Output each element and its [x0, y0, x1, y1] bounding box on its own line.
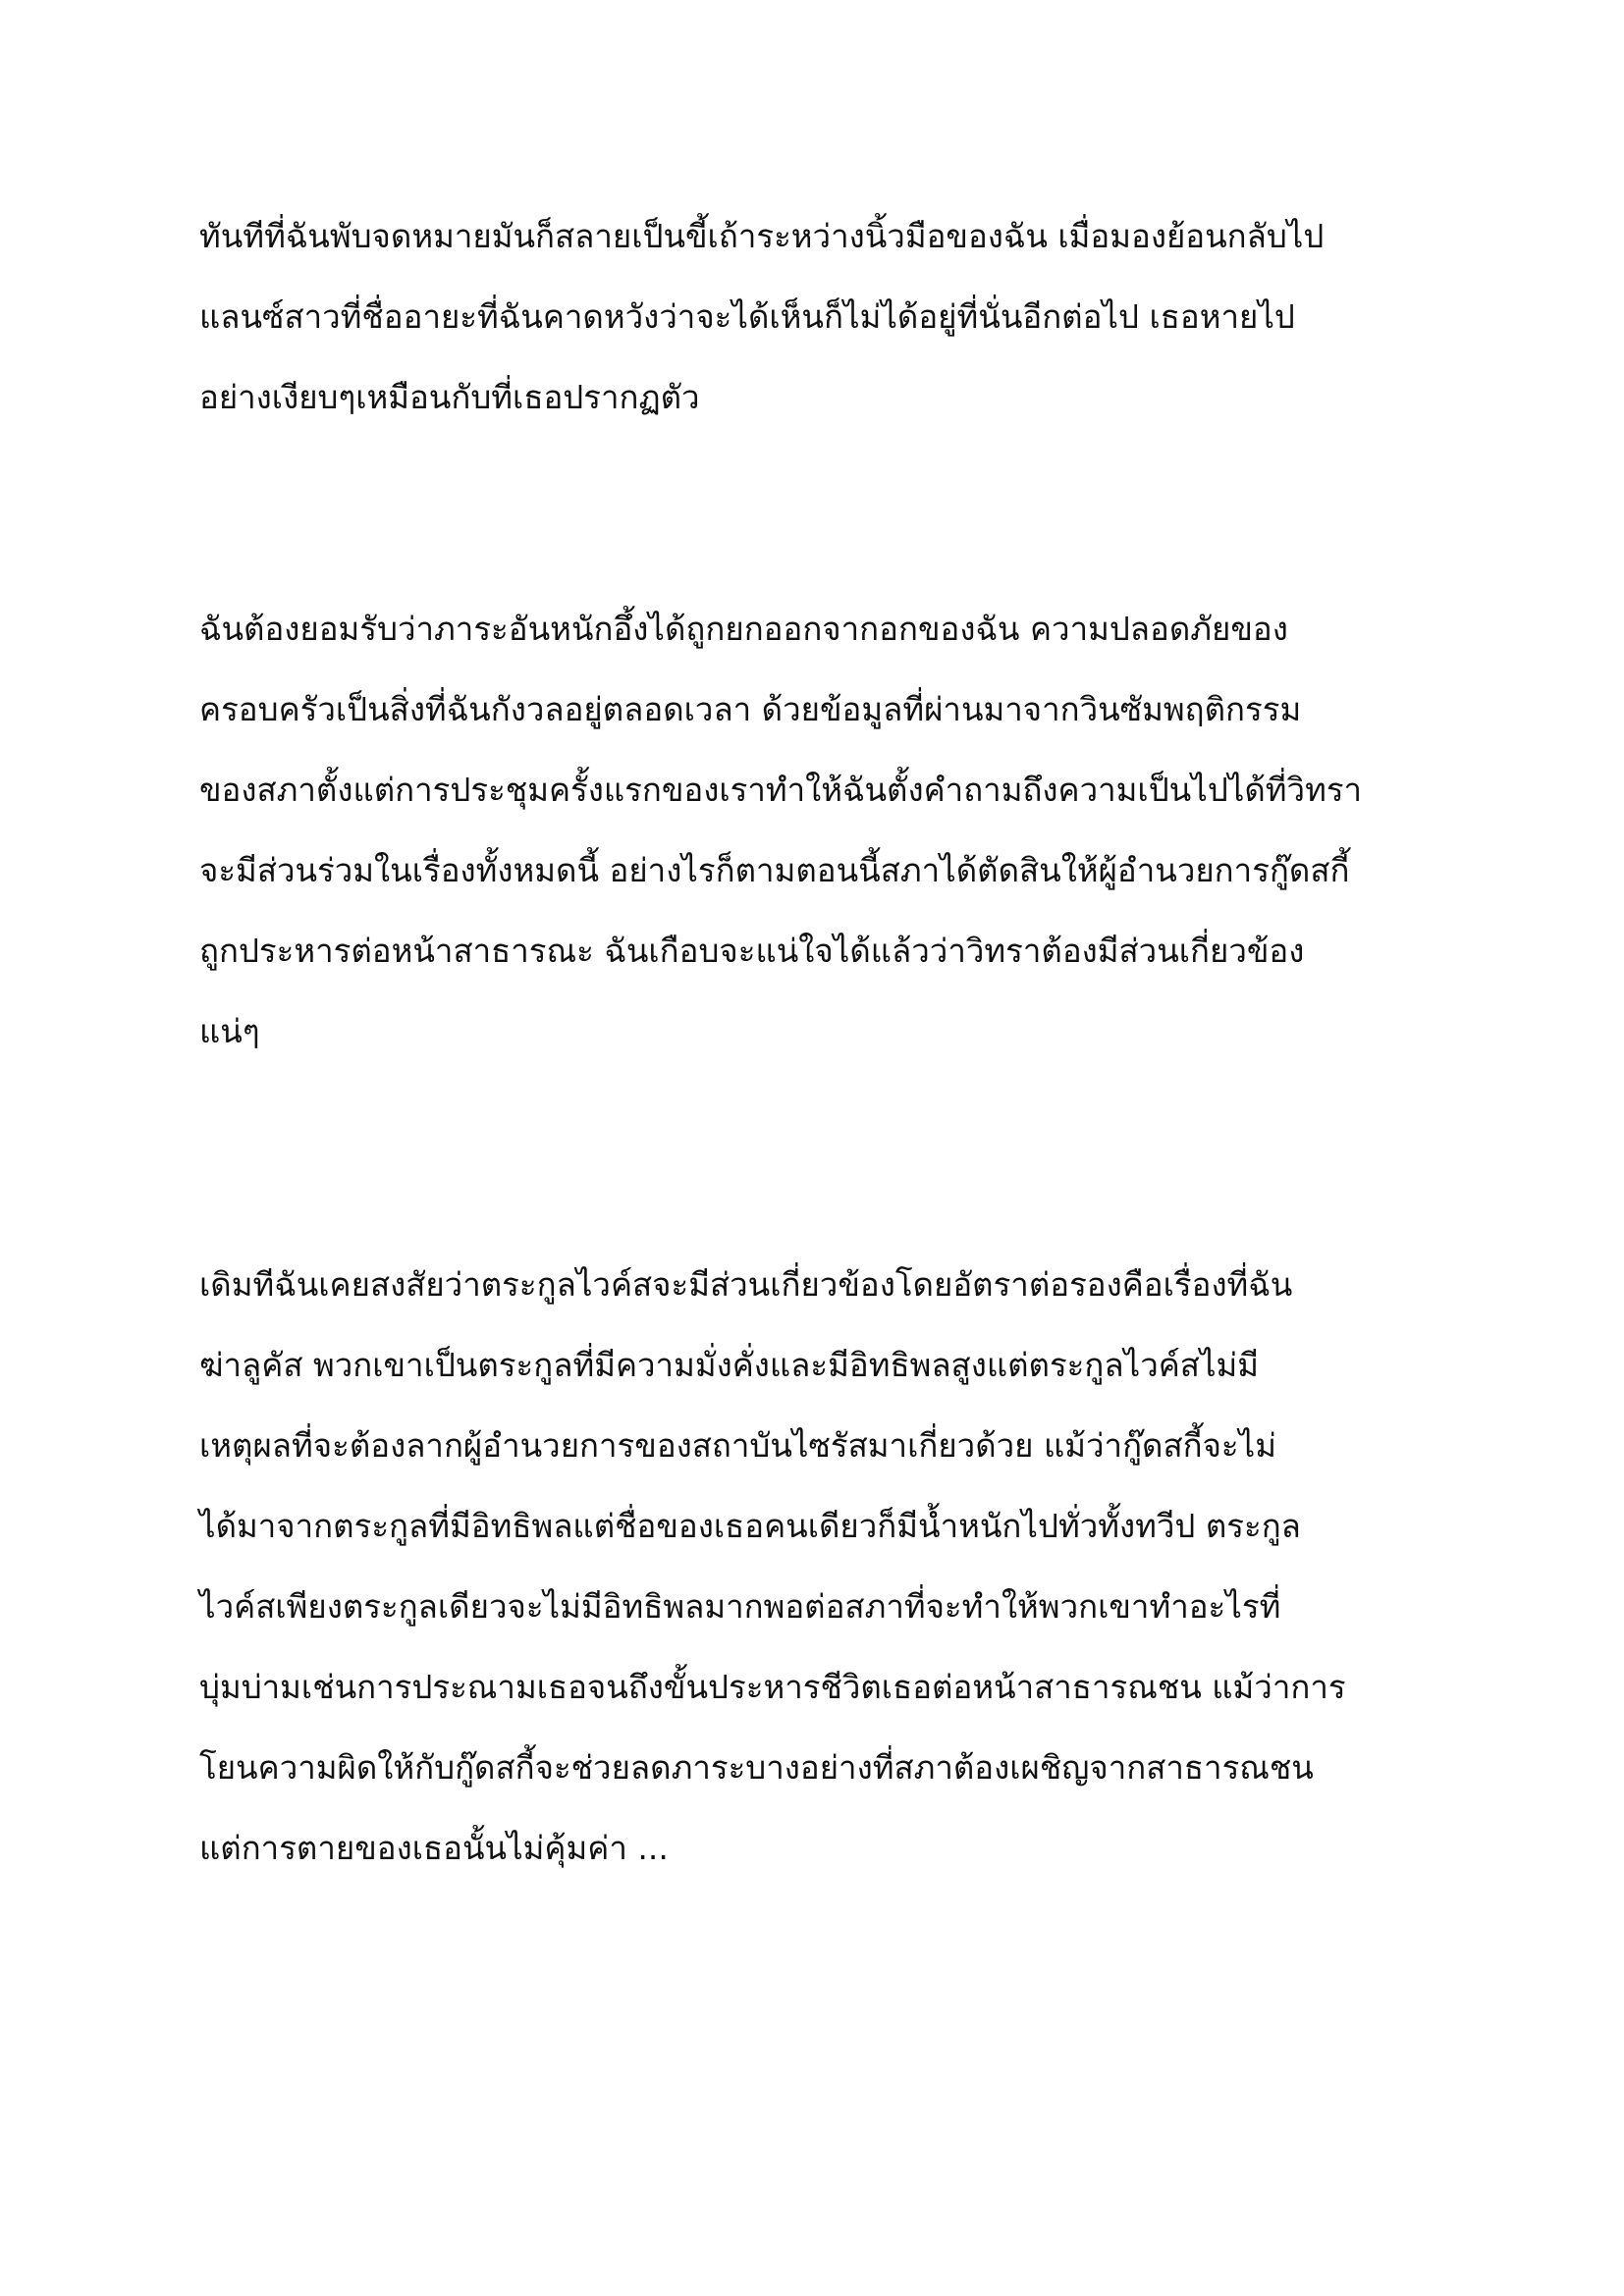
text-line: เดิมทีฉันเคยสงสัยว่าตระกูลไวค์สจะมีส่วนเกี่ยวข้องโดยอัตราต่อรองคือเรื่องที่ฉัน [199, 1265, 1293, 1304]
text-line: ได้มาจากตระกูลที่มีอิทธิพลแต่ชื่อของเธอคนเดียวก็มีน้ำหนักไปทั่วทั้งทวีป ตระกูล [199, 1507, 1301, 1545]
paragraph-2 [199, 589, 1456, 1072]
text-line: จะมีส่วนร่วมในเรื่องทั้งหมดนี้ อย่างไรก็ตามตอนนี้สภาได้ตัดสินให้ผู้อำนวยการกู๊ดสกี้ [199, 851, 1350, 889]
text-line: อย่างเงียบๆเหมือนกับที่เธอปรากฏตัว [199, 378, 700, 416]
text-line: ครอบครัวเป็นสิ่งที่ฉันกังวลอยู่ตลอดเวลา ด้วยข้อมูลที่ผ่านมาจากวินซัมพฤติกรรม [199, 690, 1302, 728]
text-line: บุ่มบ่ามเช่นการประณามเธอจนถึงขั้นประหารชีวิตเธอต่อหน้าสาธารณชน แม้ว่าการ [199, 1668, 1346, 1706]
text-line: ของสภาตั้งแต่การประชุมครั้งแรกของเราทำให้ฉันตั้งคำถามถึงความเป็นไปได้ที่วิทรา [199, 771, 1363, 809]
text-line: ถูกประหารต่อหน้าสาธารณะ ฉันเกือบจะแน่ใจได้แล้วว่าวิทราต้องมีส่วนเกี่ยวข้อง [199, 932, 1305, 970]
paragraph-3 [199, 1245, 1456, 1889]
text-line: แลนซ์สาวที่ชื่ออายะที่ฉันคาดหวังว่าจะได้เห็นก็ไม่ได้อยู่ที่นั่นอีกต่อไป เธอหายไป [199, 297, 1295, 336]
text-line: เหตุผลที่จะต้องลากผู้อำนวยการของสถาบันไซรัสมาเกี่ยวด้วย แม้ว่ากู๊ดสกี้จะไม่ [199, 1426, 1277, 1465]
text-line: แน่ๆ [199, 1012, 260, 1050]
text-line: ไวค์สเพียงตระกูลเดียวจะไม่มีอิทธิพลมากพอต่อสภาที่จะทำให้พวกเขาทำอะไรที่ [199, 1587, 1281, 1626]
text-line: แต่การตายของเธอนั้นไม่คุ้มค่า ... [199, 1829, 669, 1867]
text-line: ทันทีที่ฉันพับจดหมายมันก็สลายเป็นขี้เถ้าระหว่างนิ้วมือของฉัน เมื่อมองย้อนกลับไป [199, 217, 1325, 255]
text-line: โยนความผิดให้กับกู๊ดสกี้จะช่วยลดภาระบางอย่างที่สภาต้องเผชิญจากสาธารณชน [199, 1748, 1314, 1787]
text-line: ฉันต้องยอมรับว่าภาระอันหนักอึ้งได้ถูกยกออกจากอกของฉัน ความปลอดภัยของ [199, 610, 1288, 648]
text-line: ฆ่าลูคัส พวกเขาเป็นตระกูลที่มีความมั่งคั่งและมีอิทธิพลสูงแต่ตระกูลไวค์สไม่มี [199, 1346, 1260, 1384]
paragraph-1 [199, 196, 1456, 438]
